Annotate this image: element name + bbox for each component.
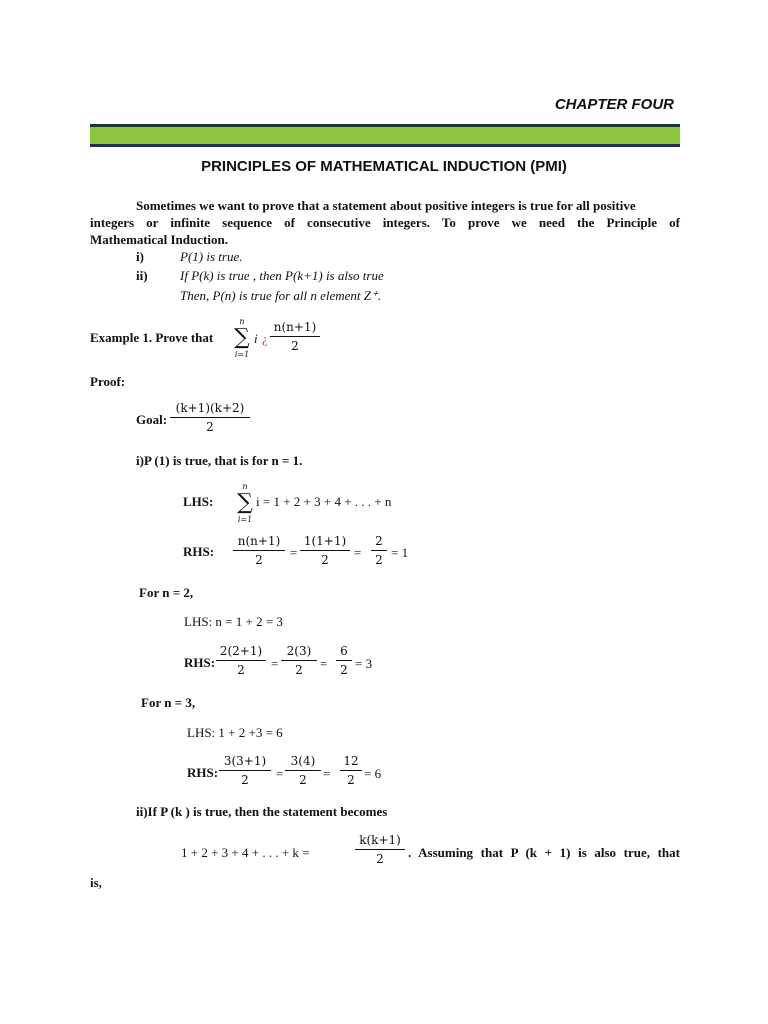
case2-lhs: LHS: n = 1 + 2 = 3: [184, 614, 283, 629]
case3-eq-1: =: [276, 766, 284, 781]
proof-label: Proof:: [90, 374, 126, 389]
page-title: PRINCIPLES OF MATHEMATICAL INDUCTION (PMI): [201, 158, 567, 175]
case1-summation-symbol: n ∑ i=1: [237, 482, 253, 524]
case3-fraction-2: 3(4) 2: [285, 754, 321, 787]
case2-fraction-3: 6 2: [336, 644, 352, 677]
step2-expr: 1 + 2 + 3 + 4 + . . . + k =: [181, 845, 310, 860]
step2-continuation: is,: [90, 875, 102, 890]
case1-fraction-3: 2 2: [371, 534, 387, 567]
goal-label: Goal:: [136, 412, 168, 427]
case2-result: = 3: [355, 656, 373, 671]
case2-fraction-2: 2(3) 2: [281, 644, 317, 677]
case1-result: = 1: [391, 545, 409, 560]
case3-lhs: LHS: 1 + 2 +3 = 6: [187, 725, 283, 740]
case2-heading: For n = 2,: [139, 585, 194, 600]
step-text-1: P(1) is true.: [180, 249, 243, 264]
step2-tail: . Assuming that P (k + 1) is also true, that: [408, 845, 680, 860]
case1-heading: i)P (1) is true, that is for n = 1.: [136, 453, 303, 468]
case2-eq-2: =: [320, 656, 328, 671]
case3-result: = 6: [364, 766, 382, 781]
summation-body: i: [254, 331, 258, 346]
step2-fraction: k(k+1) 2: [355, 833, 405, 866]
case3-rhs-label: RHS:: [187, 765, 219, 780]
case1-fraction-2: 1(1+1) 2: [300, 534, 350, 567]
step2-heading: ii)If P (k ) is true, then the statement becomes: [136, 804, 388, 819]
case2-eq-1: =: [271, 656, 279, 671]
case1-fraction-1: n(n+1) 2: [233, 534, 285, 567]
case3-fraction-1: 3(3+1) 2: [219, 754, 271, 787]
case3-fraction-3: 12 2: [340, 754, 362, 787]
chapter-banner-bar: [90, 124, 680, 147]
case1-lhs-expr: i = 1 + 2 + 3 + 4 + . . . + n: [256, 494, 392, 509]
case1-rhs-label: RHS:: [183, 544, 215, 559]
case1-lhs-label: LHS:: [183, 494, 214, 509]
case2-fraction-1: 2(2+1) 2: [216, 644, 266, 677]
intro-line-3: Mathematical Induction.: [90, 232, 228, 247]
step-marker-1: i): [136, 249, 144, 264]
example-fraction: n(n+1) 2: [270, 320, 320, 353]
summation-symbol: n ∑ i=1: [234, 317, 250, 359]
case2-rhs-label: RHS:: [184, 655, 216, 670]
goal-fraction: (k+1)(k+2) 2: [170, 401, 250, 434]
conclusion-text: Then, P(n) is true for all n element Z⁺.: [180, 288, 382, 303]
chapter-heading: CHAPTER FOUR: [554, 96, 674, 113]
odd-glyph: ¿: [262, 331, 268, 346]
case1-eq-1: =: [290, 545, 298, 560]
case3-eq-2: =: [323, 766, 331, 781]
case3-heading: For n = 3,: [141, 695, 196, 710]
intro-line-2: integers or infinite sequence of consecutive integers. To prove we need the Principle of: [90, 215, 680, 230]
intro-line-1: Sometimes we want to prove that a statement about positive integers is true for all positive: [136, 198, 636, 213]
case1-eq-2: =: [354, 545, 362, 560]
example-label: Example 1. Prove that: [90, 330, 214, 345]
step-text-2: If P(k) is true , then P(k+1) is also true: [180, 268, 384, 283]
step-marker-2: ii): [136, 268, 148, 283]
